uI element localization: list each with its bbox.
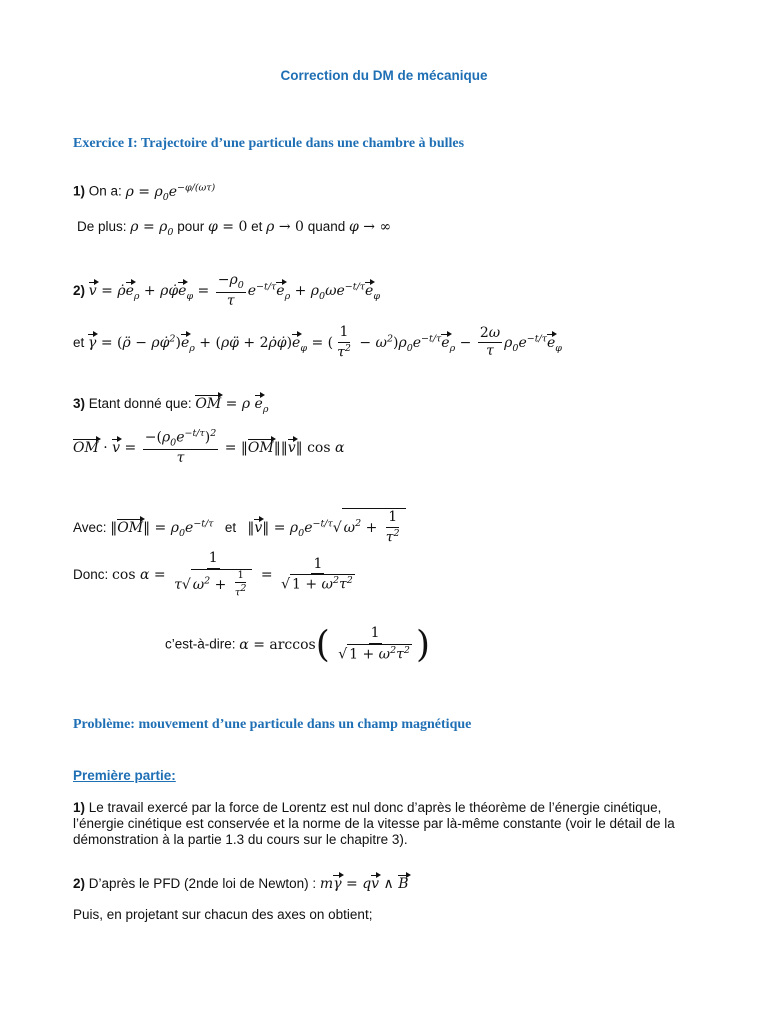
question-text: Etant donné que: [88,396,192,411]
equation: ‖v‖ = $\rho_0e^{-t/\tau}√$ $\omega^2$ + $\frac{1}{\tau^2}$ [247,520,405,536]
equation: α = arccos( $\frac{1}{√ 1 + \omega^2\tau^2}$ ) [239,624,430,665]
label: c’est-à-dire: [165,636,236,652]
question-1 [73,182,215,202]
cos-alpha-line [73,550,359,600]
acceleration-line [73,324,562,362]
equation: φ = 0 [208,219,248,235]
equation: φ → ∞ [349,219,392,235]
question-number: 2) [73,876,86,891]
question-text: Le travail exercé par la force de Lorentz est nul donc d’après le théorème de l’énergie cinétique, l’énergie cinétique est conservée et la norme de la vitesse par là-même constante (voir le détail de la démonstration à la partie 1.3 du cours sur le chapitre 3). [73,800,675,847]
alpha-line [165,624,430,665]
question-text: D’après le PFD (2nde loi de Newton) : [88,876,317,891]
equation: $\rho = \rho_0e^{-\varphi/(\omega\tau)}$ [125,182,216,203]
equation: γ = (ρ̈ − $\rho\varphi̇^2)e_\rho$ + (ρφ̈ + $2\rhȯ\varphi̇)e_\varphi$ = ( $\frac{1}{\tau^2}$ − $\omega^2)\rho_0e^{-t/\tau}e_\rho$ − $\frac{2\omega}{\tau}$ $\rho_0e^{-t/\tau}e_\varphi$ [88,324,562,361]
equation: cos α = 1 τ√ $\omega^2$ + $\frac{1}{\tau^2}$ = $\frac{1}{√ 1 + \omega^2\tau^2}$ [112,550,353,599]
equation: mγ = qv ∧ B [319,876,409,892]
document-title: Correction du DM de mécanique [280,68,488,83]
question-1-conditions [77,219,391,238]
question-text: On a: [88,183,122,199]
norms-line [73,508,406,547]
label: et [73,334,85,350]
question-number: 2) [73,283,86,299]
label: De plus: [77,219,127,234]
dot-product-equation [73,428,344,468]
question-number: 1) [73,183,86,199]
label: et [224,519,237,535]
label: pour [177,219,205,234]
part-heading: Première partie: [73,768,176,783]
equation: OM = ρ $e_\rho$ [195,396,269,415]
projection-text: Puis, en projetant sur chacun des axes on obtient; [73,907,373,922]
question-3 [73,396,268,415]
label: Donc: [73,566,109,582]
exercise-heading: Exercice I: Trajectoire d’une particule dans une chambre à bulles [73,136,465,151]
question-2 [73,272,380,310]
equation: OM · v = $\frac{-(\rho_0e^{-t/\tau})^2}{\tau}$ = ‖OM‖‖v‖ cos α [73,428,345,467]
label: quand [307,219,346,234]
problem-question-2 [73,876,409,892]
label: Avec: [73,519,107,535]
question-number: 3) [73,396,86,411]
problem-heading: Problème: mouvement d’une particule dans un champ magnétique [73,717,472,732]
equation: ρ → 0 [266,219,304,235]
problem-question-1 [73,800,703,848]
label: et [251,219,263,234]
equation: $v = \rhȯe_\rho$ + $\rho\varphi̇e_\varphi$ = $\frac{-\rho_0}{\tau}$ $e^{-t/\tau}e_\rho + \rho_0\omega e^{-t/\tau}e_\varphi$ [88,272,380,309]
question-number: 1) [73,800,86,815]
equation: $\rho = \rho_0$ [130,219,174,238]
equation: ‖OM‖ = $\rho_0e^{-t/\tau}$ [110,518,214,539]
